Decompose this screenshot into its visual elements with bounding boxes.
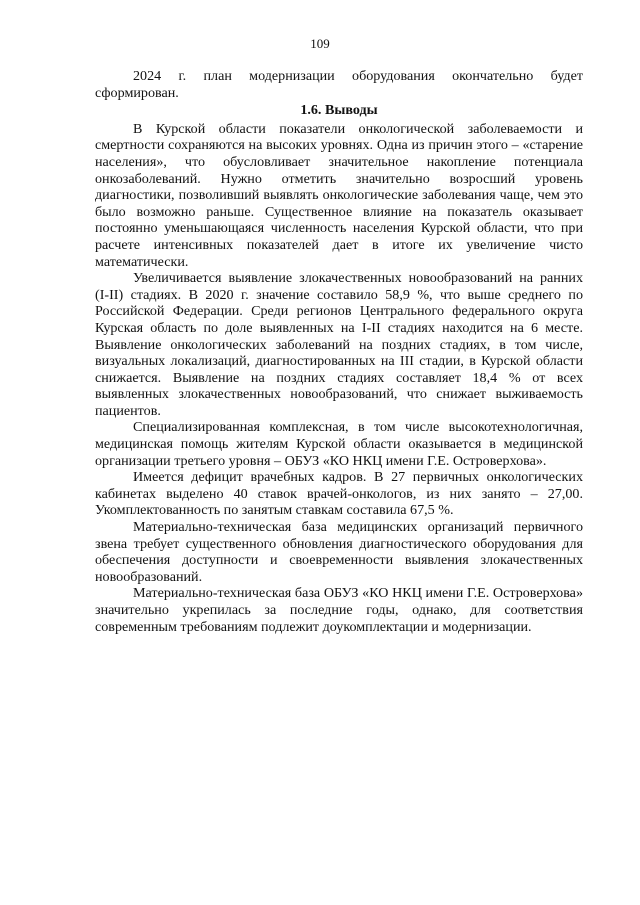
paragraph-staff-deficit: Имеется дефицит врачебных кадров. В 27 первичных онкологических кабинетах выделено 40 ставок врачей-онкологов, из них занято – 27,00. Укомплектованность по занятым ставкам составила 67,5 %. [95, 469, 583, 519]
intro-paragraph: 2024 г. план модернизации оборудования окончательно будет сформирован. [95, 68, 583, 101]
page-number: 109 [310, 36, 330, 51]
paragraph-specialized-care: Специализированная комплексная, в том числе высокотехнологичная, медицинская помощь жителям Курской области оказывается в медицинской организации третьего уровня – ОБУЗ «КО НКЦ имени Г.Е. Островерхова». [95, 419, 583, 469]
paragraph-primary-equipment: Материально-техническая база медицинских организаций первичного звена требует существенного обновления диагностического оборудования для обеспечения доступности и своевременности выявления злокачественных новообразований. [95, 519, 583, 585]
paragraph-early-detection: Увеличивается выявление злокачественных новообразований на ранних (I-II) стадиях. В 2020 г. значение составило 58,9 %, что выше среднего по Российской Федерации. Среди регионов Центрального федерального округа Курская область по доле выявленных на I-II стадиях находится на 6 месте. Выявление онкологических заболеваний на поздних стадиях, в том числе, визуальных локализаций, диагностированных на III стадии, в Курской области снижается. Выявление на поздних стадиях составляет 18,4 % от всех выявленных злокачественных новообразований, что снижает выживаемость пациентов. [95, 270, 583, 419]
paragraph-center-equipment: Материально-техническая база ОБУЗ «КО НКЦ имени Г.Е. Островерхова» значительно укрепилась за последние годы, однако, для соответствия современным требованиям подлежит доукомплектации и модернизации. [95, 585, 583, 635]
document-body [95, 68, 583, 635]
paragraph-conclusions-incidence: В Курской области показатели онкологической заболеваемости и смертности сохраняются на высоких уровнях. Одна из причин этого – «старение населения», что обусловливает значительное накопление потенциала онкозаболеваний. Нужно отметить значительно возросший уровень диагностики, позволивший выявлять онкологические заболевания чаще, чем это было возможно раньше. Существенное влияние на показатель оказывает постоянно уменьшающаяся численность населения Курской области, что при расчете интенсивных показателей дает в итоге их увеличение чисто математически. [95, 120, 583, 270]
section-heading: 1.6. Выводы [300, 102, 378, 119]
